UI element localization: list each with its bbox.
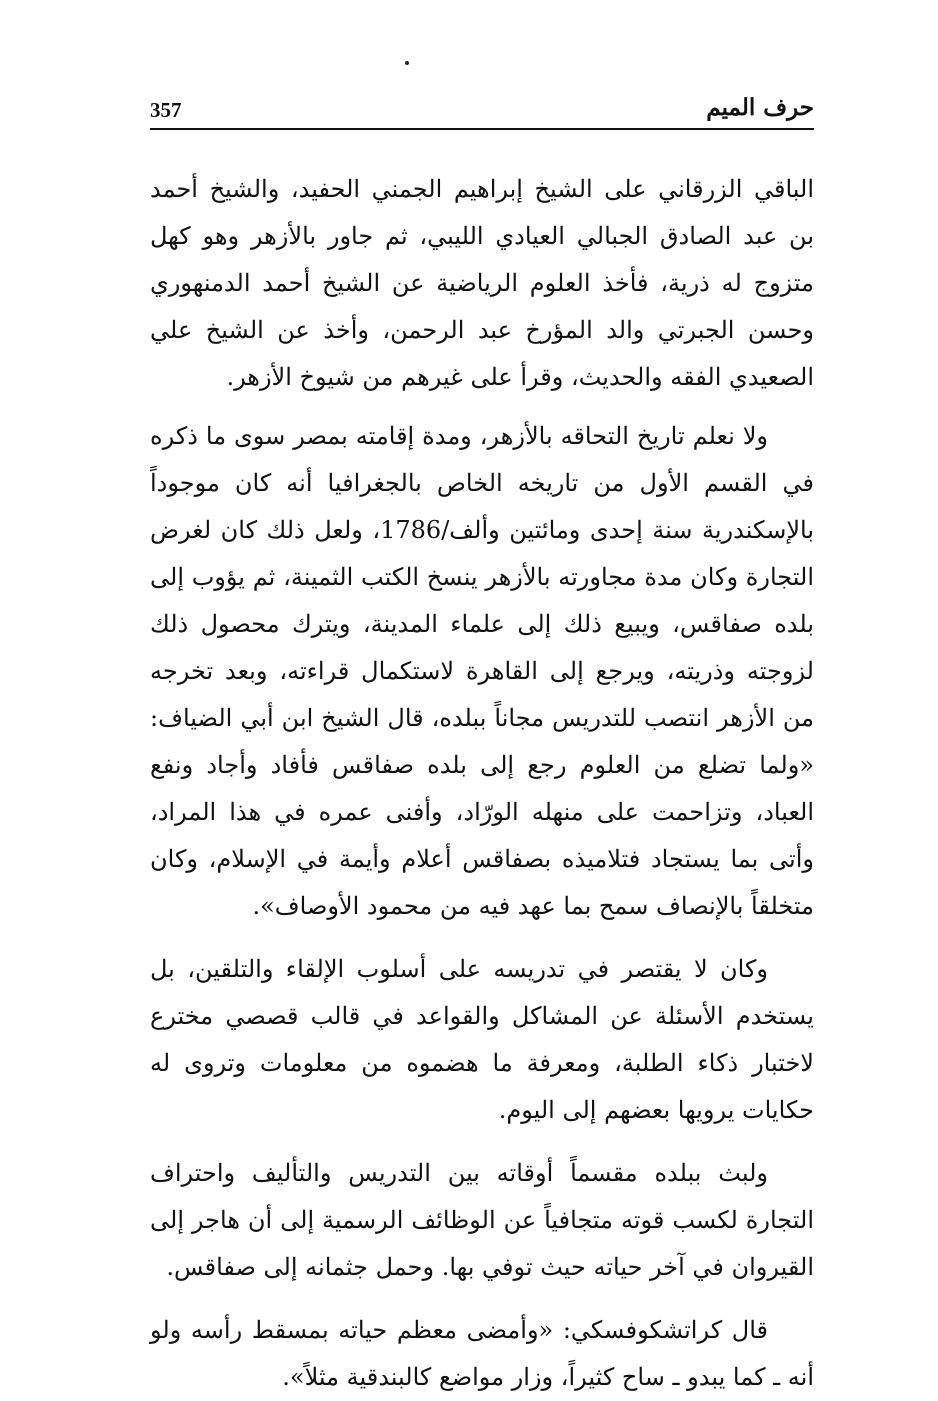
- paragraph-1: الباقي الزرقاني على الشيخ إبراهيم الجمني الحفيد، والشيخ أحمد بن عبد الصادق الجبالي العيادي الليبي، ثم جاور بالأزهر وهو كهل متزوج له ذرية، فأخذ العلوم الرياضية عن الشيخ أحمد الدمنهوري وحسن الجبرتي والد المؤرخ عبد الرحمن، وأخذ عن الشيخ علي الصعيدي الفقه والحديث، وقرأ على غيرهم من شيوخ الأزهر.: [150, 175, 814, 391]
- page-header: [150, 92, 814, 130]
- running-head: حرف الميم: [706, 94, 814, 121]
- paragraph-3: وكان لا يقتصر في تدريسه على أسلوب الإلقاء والتلقين، بل يستخدم الأسئلة عن المشاكل والقواعد في قالب قصصي مخترع لاختبار ذكاء الطلبة، ومعرفة ما هضموه من معلومات وتروى له حكايات يرويها بعضهم إلى اليوم.: [150, 955, 814, 1124]
- ink-speck: [405, 61, 409, 65]
- body-text: [150, 166, 814, 1401]
- paragraph-4: ولبث ببلده مقسماً أوقاته بين التدريس والتأليف واحتراف التجارة لكسب قوته متجافياً عن الوظائف الرسمية إلى أن هاجر إلى القيروان في آخر حياته حيث توفي بها. وحمل جثمانه إلى صفاقس.: [150, 1159, 814, 1281]
- paragraph-2: ولا نعلم تاريخ التحاقه بالأزهر، ومدة إقامته بمصر سوى ما ذكره في القسم الأول من تاريخه الخاص بالجغرافيا أنه كان موجوداً بالإسكندرية سنة إحدى ومائتين وألف/1786، ولعل ذلك كان لغرض التجارة وكان مدة مجاورته بالأزهر ينسخ الكتب الثمينة، ثم يؤوب إلى بلده صفاقس، ويبيع ذلك إلى علماء المدينة، ويترك محصول ذلك لزوجته وذريته، ويرجع إلى القاهرة لاستكمال قراءته، وبعد تخرجه من الأزهر انتصب للتدريس مجاناً ببلده، قال الشيخ ابن أبي الضياف: «ولما تضلع من العلوم رجع إلى بلده صفاقس فأفاد وأجاد ونفع العباد، وتزاحمت على منهله الورّاد، وأفنى عمره في هذا المراد، وأتى بما يستجاد فتلاميذه بصفاقس أعلام وأيمة في الإسلام، وكان متخلقاً بالإنصاف سمح بما عهد فيه من محمود الأوصاف».: [150, 422, 815, 920]
- paragraph-5: قال كراتشكوفسكي: «وأمضى معظم حياته بمسقط رأسه ولو أنه ـ كما يبدو ـ ساح كثيراً، وزار مواضع كالبندقية مثلاً».: [150, 1316, 814, 1391]
- page-number: 357: [150, 98, 182, 122]
